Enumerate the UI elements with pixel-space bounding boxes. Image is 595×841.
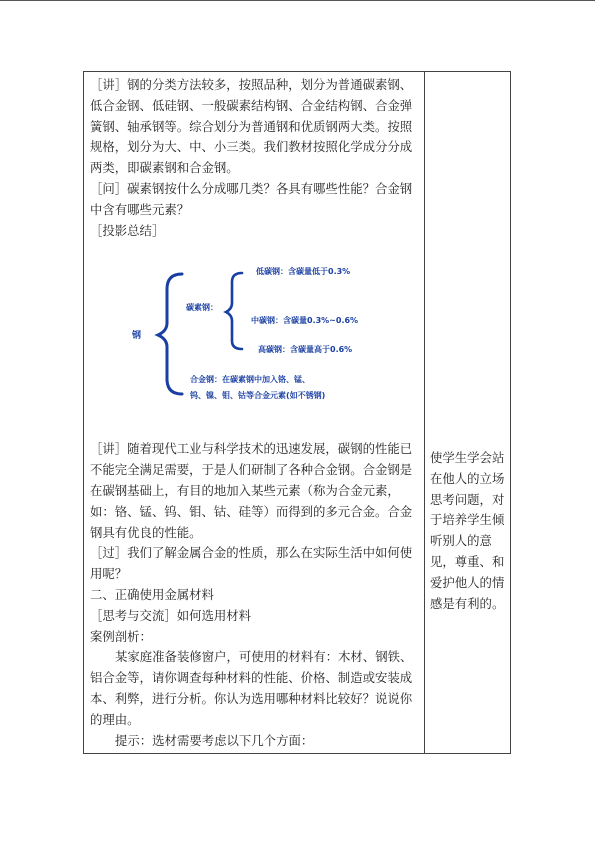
lecture-paragraph-steel-classification: ［讲］钢的分类方法较多，按照品种，划分为普通碳素钢、低合金钢、低硅钢、一般碳素结构钢、合金结构钢、合金弹簧钢、轴承钢等。综合划分为普通钢和优质钢两大类。按照规格，划分为大、中、小三类。我们教材按照化学成分分成两类，即碳素钢和合金钢。 [90, 77, 413, 176]
side-note-text: 使学生学会站在他人的立场思考问题，对于培养学生倾听别人的意见，尊重、和爱护他人的情感是有利的。 [430, 450, 505, 611]
medium-carbon-steel-label: 中碳钢：含碳量0.3%~0.6% [251, 316, 359, 326]
page-top-rule [0, 0, 595, 1]
steel-root-label: 钢 [132, 331, 142, 342]
alloy-steel-label-line2: 钨、镍、钼、钴等合金元素(如不锈钢) [190, 391, 326, 401]
lesson-table [83, 71, 511, 754]
steel-classification-diagram [90, 241, 420, 439]
column-divider [424, 72, 425, 753]
low-carbon-steel-label: 低碳钢：含碳量低于0.3% [256, 267, 351, 277]
projection-summary-label: ［投影总结］ [90, 222, 165, 238]
big-brace [158, 274, 182, 394]
lecture-paragraph-alloy-steel: ［讲］随着现代工业与科学技术的迅速发展，碳钢的性能已不能完全满足需要，于是人们研制了各种合金钢。合金钢是在碳钢基础上，有目的地加入某些元素（称为合金元素，如：铬、锰、钨、钼、钴、硅等）而得到的多元合金。合金钢具有优良的性能。 [90, 441, 413, 540]
transition-paragraph: ［过］我们了解金属合金的性质，那么在实际生活中如何使用呢？ [90, 545, 413, 582]
main-column [90, 75, 420, 751]
think-and-discuss-label: ［思考与交流］如何选用材料 [90, 607, 252, 623]
side-note-column [430, 448, 510, 614]
case-description-paragraph: 某家庭准备装修窗户，可使用的材料有：木材、钢铁、铝合金等，请你调查每种材料的性能、价格、制造或安装成本、利弊，进行分析。你认为选用哪种材料比较好？说说你的理由。 [90, 649, 413, 727]
hint-paragraph: 提示：选材需要考虑以下几个方面： [115, 732, 314, 748]
small-brace [226, 273, 242, 349]
section-heading: 二、正确使用金属材料 [90, 586, 214, 602]
carbon-steel-label: 碳素钢： [186, 303, 218, 313]
question-paragraph: ［问］碳素钢按什么分成哪几类？各具有哪些性能？合金钢中含有哪些元素？ [90, 180, 413, 217]
case-analysis-label: 案例剖析： [90, 628, 152, 644]
high-carbon-steel-label: 高碳钢：含碳量高于0.6% [258, 345, 353, 355]
alloy-steel-label-line1: 合金钢：在碳素钢中加入铬、锰、 [190, 375, 310, 385]
